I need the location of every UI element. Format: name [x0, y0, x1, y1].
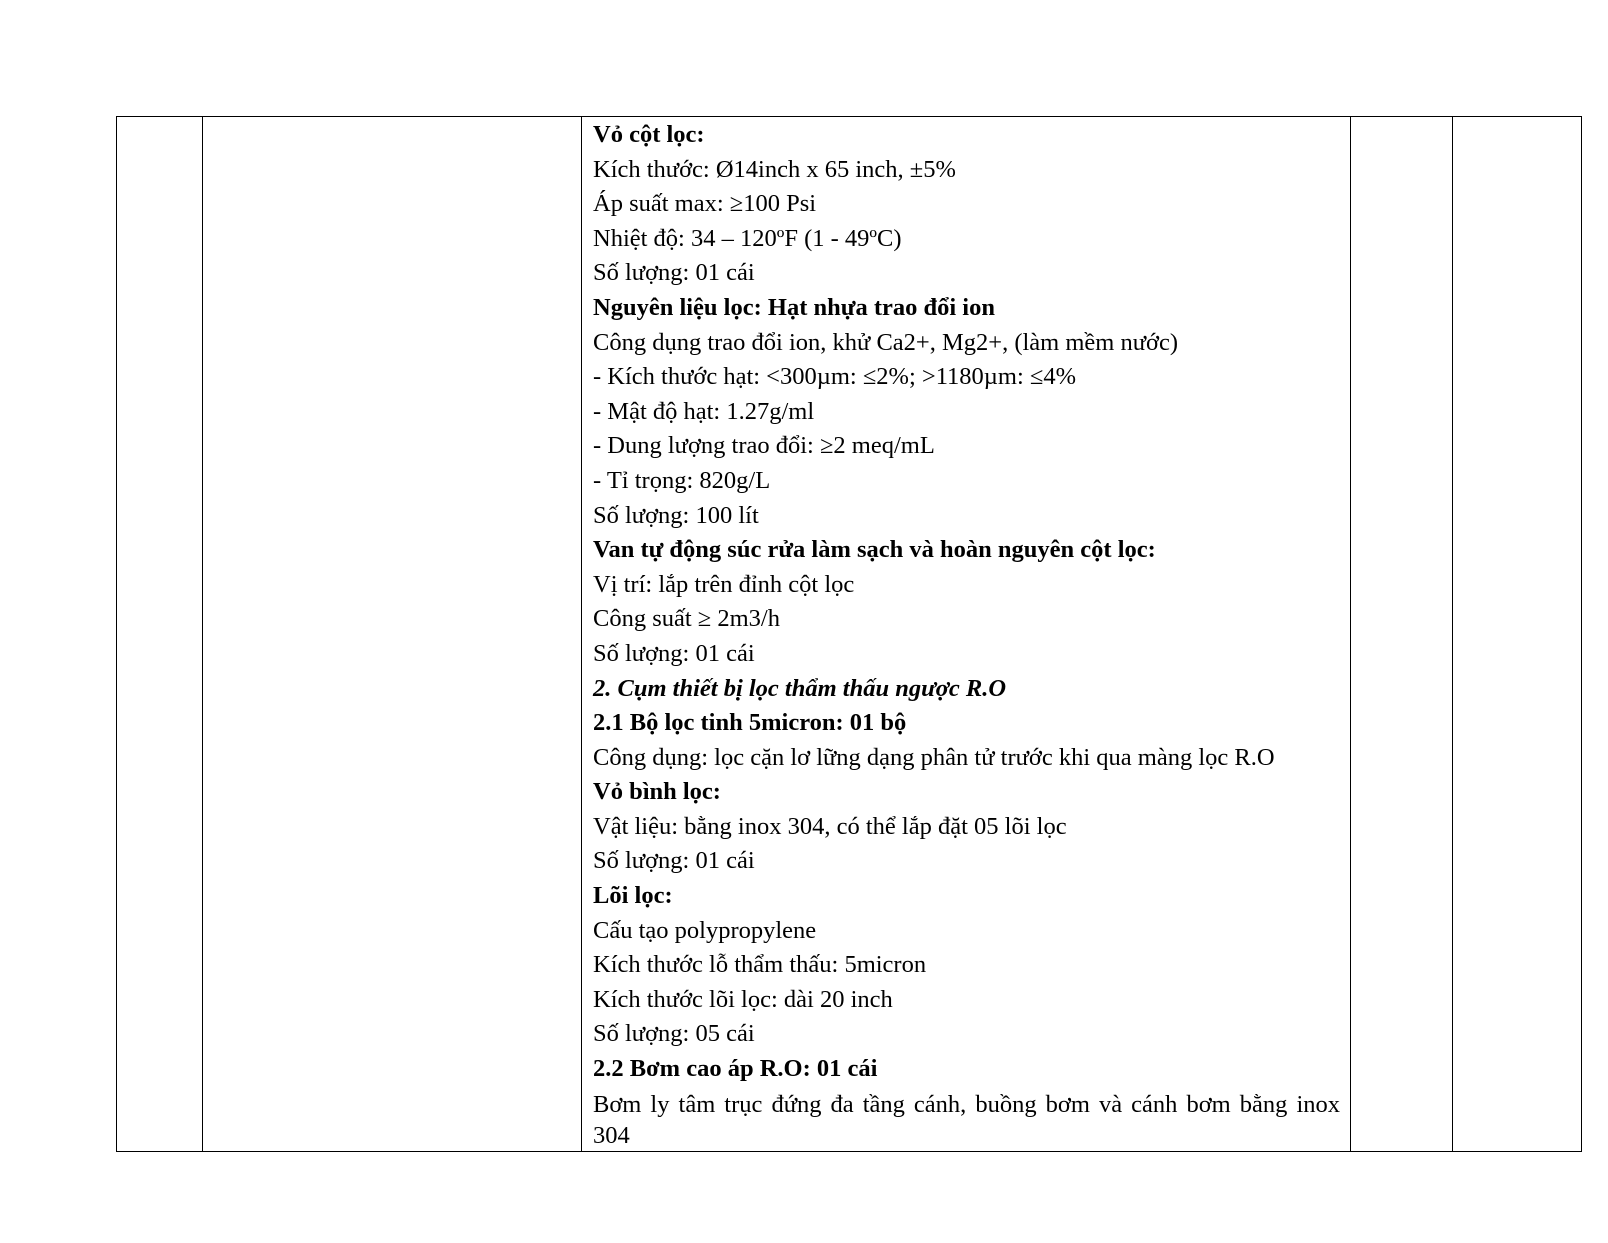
spec-line: Vị trí: lắp trên đỉnh cột lọc	[593, 570, 855, 598]
spec-line: Công suất ≥ 2m3/h	[593, 605, 780, 633]
spec-line: Số lượng: 01 cái	[593, 847, 755, 875]
cell-quantity	[1453, 117, 1582, 1152]
spec-heading: Nguyên liệu lọc: Hạt nhựa trao đổi ion	[593, 293, 995, 321]
spec-heading: Van tự động súc rửa làm sạch và hoàn nguyên cột lọc:	[593, 536, 1156, 564]
spec-line: Vật liệu: bằng inox 304, có thể lắp đặt 05 lõi lọc	[593, 812, 1067, 840]
cell-unit	[1351, 117, 1453, 1152]
spec-line: Áp suất max: ≥100 Psi	[593, 190, 817, 218]
spec-paragraph: Bơm ly tâm trục đứng đa tầng cánh, buồng bơm và cánh bơm bằng inox 304	[593, 1090, 1340, 1149]
spec-line: - Mật độ hạt: 1.27g/ml	[593, 397, 815, 425]
table-row	[117, 117, 1582, 1152]
specification-text	[582, 117, 1350, 1151]
spec-line: Kích thước lõi lọc: dài 20 inch	[593, 985, 893, 1013]
spec-line: Kích thước: Ø14inch x 65 inch, ±5%	[593, 155, 956, 183]
spec-line: Số lượng: 100 lít	[593, 501, 759, 529]
spec-heading: Lõi lọc:	[593, 882, 673, 910]
spec-line: - Dung lượng trao đổi: ≥2 meq/mL	[593, 432, 935, 460]
spec-line: Số lượng: 01 cái	[593, 259, 755, 287]
spec-table	[116, 116, 1582, 1152]
spec-heading: Vỏ bình lọc:	[593, 778, 721, 806]
spec-line: Số lượng: 01 cái	[593, 639, 755, 667]
subsection-heading: 2.1 Bộ lọc tinh 5micron: 01 bộ	[593, 709, 907, 737]
spec-line: Kích thước lỗ thẩm thấu: 5micron	[593, 951, 927, 979]
spec-line: Công dụng trao đổi ion, khử Ca2+, Mg2+, (làm mềm nước)	[593, 328, 1178, 356]
spec-line: Số lượng: 05 cái	[593, 1020, 755, 1048]
cell-item-name	[203, 117, 582, 1152]
spec-line: Công dụng: lọc cặn lơ lững dạng phân tử trước khi qua màng lọc R.O	[593, 743, 1275, 771]
spec-heading: Vỏ cột lọc:	[593, 121, 705, 148]
subsection-heading: 2.2 Bơm cao áp R.O: 01 cái	[593, 1055, 878, 1083]
spec-line: Nhiệt độ: 34 – 120ºF (1 - 49ºC)	[593, 224, 902, 252]
spec-line: - Tỉ trọng: 820g/L	[593, 466, 771, 494]
spec-line: - Kích thước hạt: <300µm: ≤2%; >1180µm: ≤4%	[593, 363, 1077, 391]
cell-specification	[582, 117, 1351, 1152]
section-heading: 2. Cụm thiết bị lọc thẩm thấu ngược R.O	[593, 674, 1007, 702]
spec-line: Cấu tạo polypropylene	[593, 916, 817, 944]
cell-index	[117, 117, 203, 1152]
